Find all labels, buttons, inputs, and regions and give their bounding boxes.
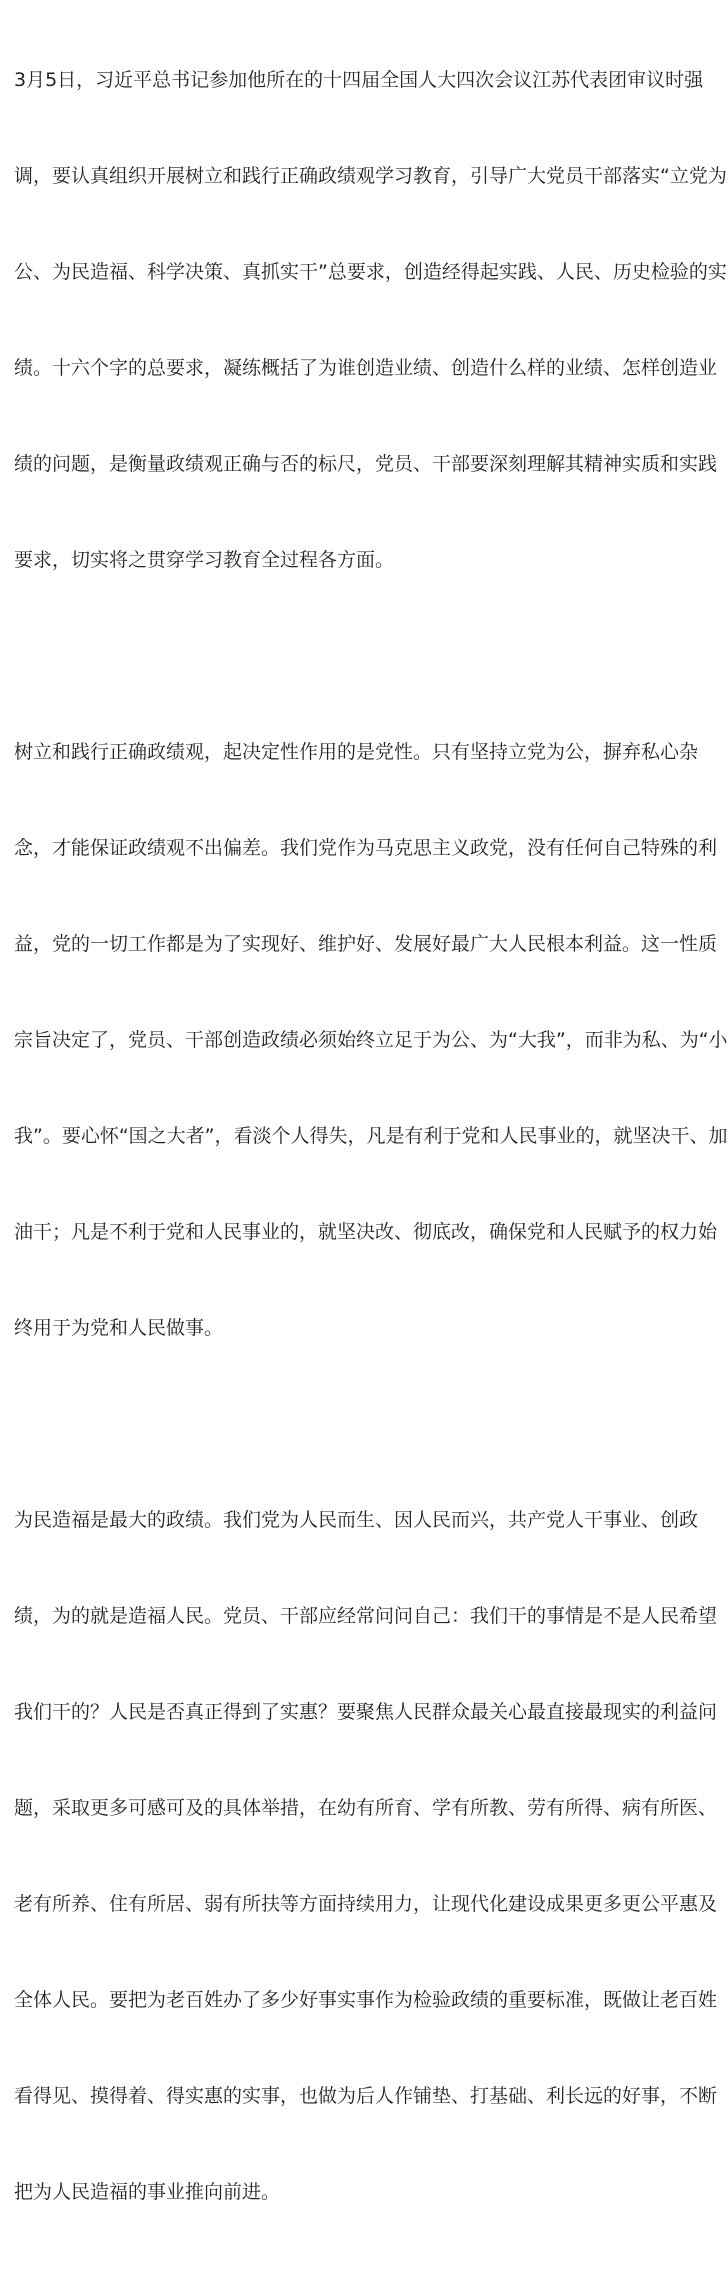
text-line: 3月5日，习近平总书记参加他所在的十四届全国人大四次会议江苏代表团审议时强: [14, 69, 704, 91]
text-line: 宗旨决定了，党员、干部创造政绩必须始终立足于为公、为“大我”，而非为私、为“小: [14, 1029, 728, 1051]
article-body: [14, 0, 728, 2272]
paragraph-3: [14, 1440, 718, 2272]
text-line: 我们干的？人民是否真正得到了实惠？要聚焦人民群众最关心最直接最现实的利益问: [14, 1701, 718, 1723]
text-line: 念，才能保证政绩观不出偏差。我们党作为马克思主义政党，没有任何自己特殊的利: [14, 837, 718, 859]
text-line: 绩的问题，是衡量政绩观正确与否的标尺，党员、干部要深刻理解其精神实质和实践: [14, 453, 718, 475]
paragraph-2: [14, 672, 728, 1408]
paragraph-1: [14, 0, 727, 640]
text-line: 全体人民。要把为老百姓办了多少好事实事作为检验政绩的重要标准，既做让老百姓: [14, 1989, 718, 2011]
text-line: 老有所养、住有所居、弱有所扶等方面持续用力，让现代化建设成果更多更公平惠及: [14, 1893, 718, 1915]
text-line: 益，党的一切工作都是为了实现好、维护好、发展好最广大人民根本利益。这一性质: [14, 933, 718, 955]
text-line: 油干；凡是不利于党和人民事业的，就坚决改、彻底改，确保党和人民赋予的权力始: [14, 1221, 718, 1243]
text-line: 题，采取更多可感可及的具体举措，在幼有所育、学有所教、劳有所得、病有所医、: [14, 1797, 718, 1819]
text-line: 把为人民造福的事业推向前进。: [14, 2181, 281, 2203]
text-line: 我”。要心怀“国之大者”，看淡个人得失，凡是有利于党和人民事业的，就坚决干、加: [14, 1125, 728, 1147]
text-line: 绩。十六个字的总要求，凝练概括了为谁创造业绩、创造什么样的业绩、怎样创造业: [14, 357, 718, 379]
text-line: 为民造福是最大的政绩。我们党为人民而生、因人民而兴，共产党人干事业、创政: [14, 1509, 699, 1531]
text-line: 树立和践行正确政绩观，起决定性作用的是党性。只有坚持立党为公，摒弃私心杂: [14, 741, 699, 763]
text-line: 要求，切实将之贯穿学习教育全过程各方面。: [14, 549, 395, 571]
text-line: 调，要认真组织开展树立和践行正确政绩观学习教育，引导广大党员干部落实“立党为: [14, 165, 727, 187]
text-line: 看得见、摸得着、得实惠的实事，也做为后人作铺垫、打基础、利长远的好事，不断: [14, 2085, 718, 2107]
text-line: 公、为民造福、科学决策、真抓实干”总要求，创造经得起实践、人民、历史检验的实: [14, 261, 727, 283]
text-line: 绩，为的就是造福人民。党员、干部应经常问问自己：我们干的事情是不是人民希望: [14, 1605, 718, 1627]
text-line: 终用于为党和人民做事。: [14, 1317, 224, 1339]
